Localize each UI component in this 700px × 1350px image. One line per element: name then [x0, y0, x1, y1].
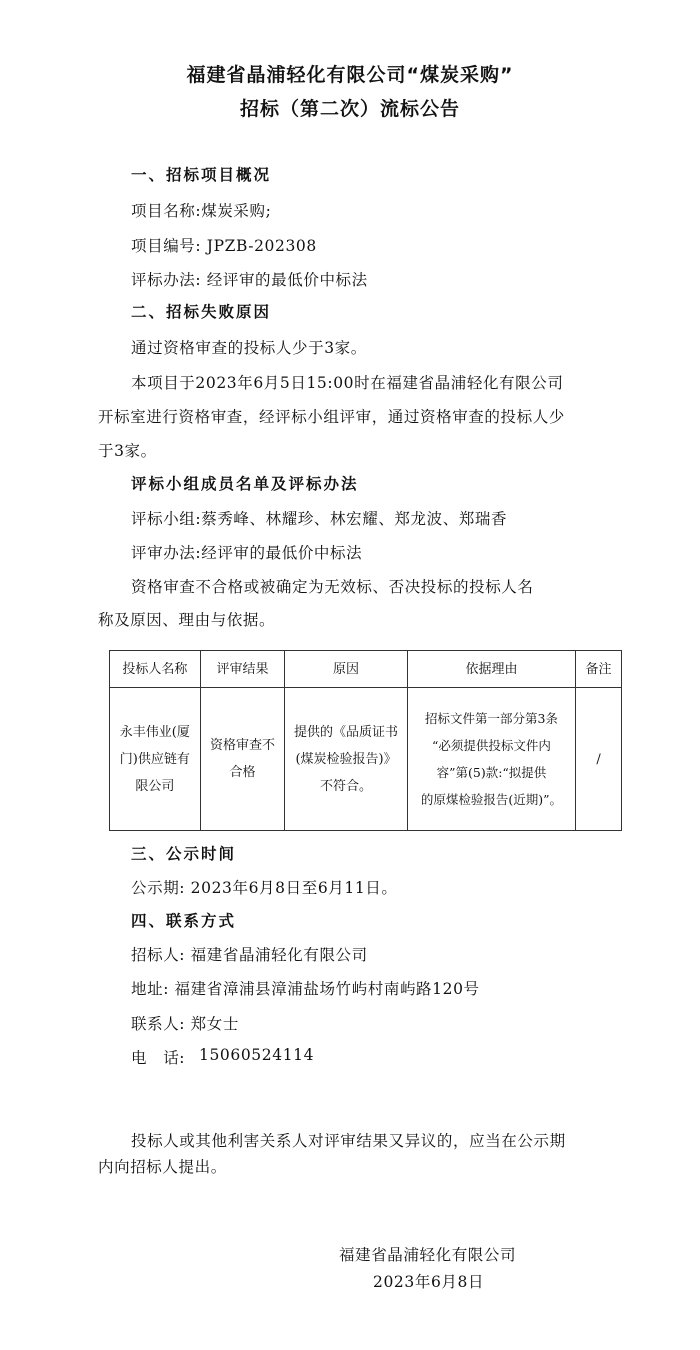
phone-label: 电 话:	[131, 1049, 186, 1067]
reason-cell	[285, 688, 408, 831]
objection-line1: 投标人或其他利害关系人对评审结果又异议的，应当在公示期	[131, 1132, 566, 1150]
review-method: 评审办法:经评审的最低价中标法	[131, 544, 363, 562]
basis-cell	[407, 688, 575, 831]
section3-heading: 三、公示时间	[131, 845, 237, 863]
failure-detail-line3: 于3家。	[98, 442, 157, 460]
address: 地址: 福建省漳浦县漳浦盐场竹屿村南屿路120号	[131, 980, 480, 998]
objection-line2: 内向招标人提出。	[98, 1158, 227, 1176]
cell-line: 招标文件第一部分第3条	[424, 711, 558, 726]
signature-company: 福建省晶浦轻化有限公司	[339, 1246, 517, 1264]
section1-heading: 一、招标项目概况	[131, 166, 272, 184]
document-title-line2: 招标（第二次）流标公告	[239, 98, 460, 120]
failure-detail-line2: 开标室进行资格审查，经评标小组评审，通过资格审查的投标人少	[98, 408, 565, 426]
table-row	[110, 688, 622, 831]
notice-period: 公示期: 2023年6月8日至6月11日。	[131, 879, 398, 897]
signature-date: 2023年6月8日	[373, 1273, 485, 1291]
remark-cell: /	[576, 688, 622, 831]
cell-line: 永丰伟业(厦	[119, 724, 190, 740]
column-header: 备注	[576, 651, 622, 688]
failure-reason: 通过资格审查的投标人少于3家。	[131, 339, 367, 357]
disqualification-line1: 资格审查不合格或被确定为无效标、否决投标的投标人名	[131, 578, 534, 596]
result-cell	[200, 688, 285, 831]
failure-detail-line1: 本项目于2023年6月5日15:00时在福建省晶浦轻化有限公司	[131, 374, 564, 392]
column-header: 依据理由	[407, 651, 575, 688]
evaluation-method: 评标办法: 经评审的最低价中标法	[131, 271, 368, 289]
review-result-table	[109, 650, 622, 831]
cell-line: 门)供应链有	[119, 751, 190, 767]
disqualification-line2: 称及原因、理由与依据。	[98, 611, 276, 629]
section4-heading: 四、联系方式	[131, 912, 237, 930]
cell-line: 容”第(5)款:“拟提供	[436, 765, 547, 780]
table-header-row	[110, 651, 622, 688]
cell-line: (煤炭检验报告)》	[295, 751, 397, 767]
panel-heading: 评标小组成员名单及评标办法	[131, 475, 359, 493]
cell-line: 的原煤检验报告(近期)”。	[420, 792, 563, 807]
cell-line: 资格审查不	[209, 738, 275, 753]
bidder-cell	[110, 688, 201, 831]
cell-line: “必须提供投标文件内	[432, 738, 551, 753]
cell-line: 限公司	[135, 778, 175, 794]
document-title-line1: 福建省晶浦轻化有限公司“煤炭采购”	[186, 64, 514, 86]
cell-line: 合格	[229, 765, 256, 780]
cell-line: 提供的《品质证书	[294, 724, 399, 740]
project-number: 项目编号: JPZB-202308	[131, 237, 317, 255]
column-header: 评审结果	[200, 651, 285, 688]
phone-number: 15060524114	[199, 1046, 315, 1064]
cell-line: 不符合。	[320, 778, 373, 794]
tenderer: 招标人: 福建省晶浦轻化有限公司	[131, 946, 368, 964]
column-header: 原因	[285, 651, 408, 688]
project-name: 项目名称:煤炭采购;	[131, 202, 272, 220]
section2-heading: 二、招标失败原因	[131, 303, 272, 321]
column-header: 投标人名称	[110, 651, 201, 688]
panel-members: 评标小组:蔡秀峰、林耀珍、林宏耀、郑龙波、郑瑞香	[131, 510, 508, 528]
contact-person: 联系人: 郑女士	[131, 1015, 239, 1033]
